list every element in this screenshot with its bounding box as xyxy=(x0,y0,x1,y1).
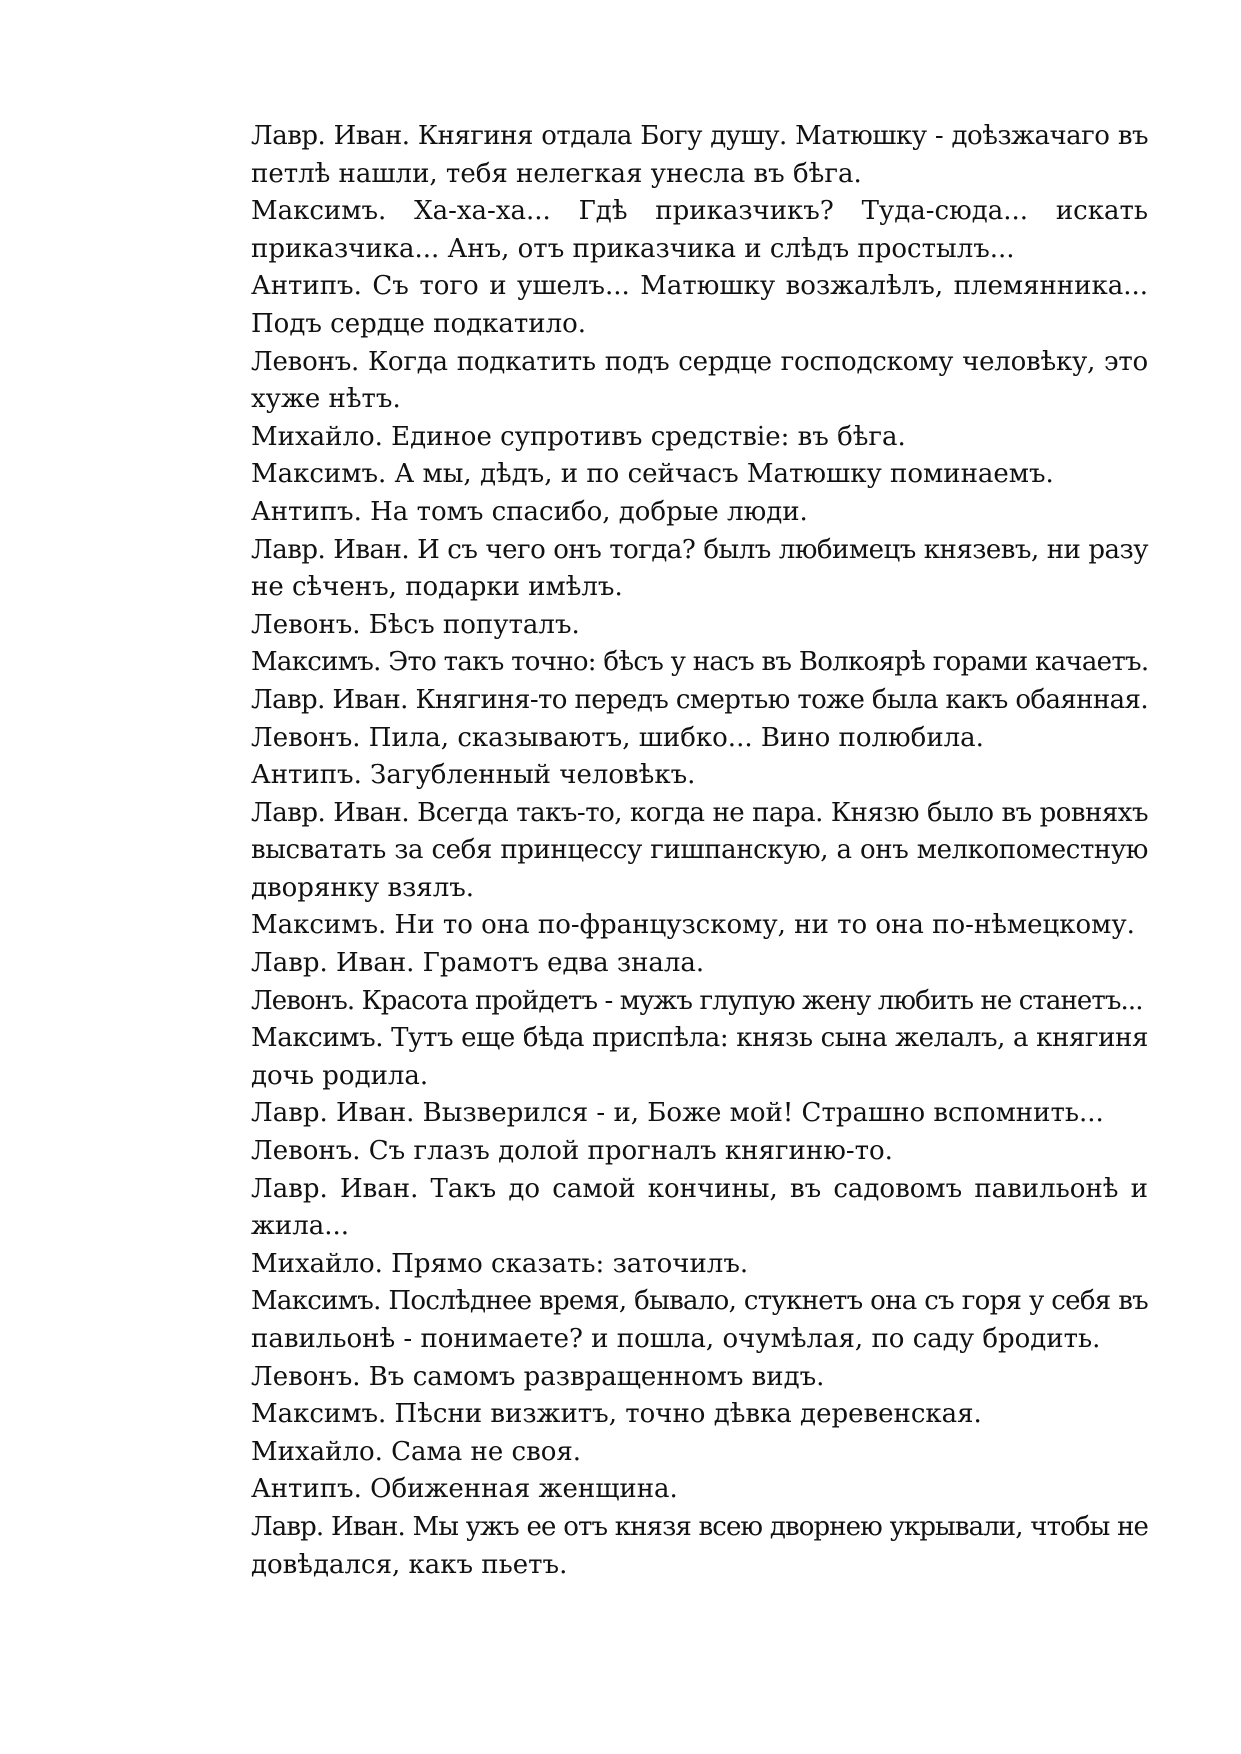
text-line: Лавр. Иван. Грамотъ едва знала. xyxy=(251,948,705,979)
text-line: Антипъ. На томъ спасибо, добрые люди. xyxy=(251,496,808,527)
text-line: Максимъ. Ха-ха-ха... Гдѣ приказчикъ? Туда-сюда... искать xyxy=(251,196,1148,227)
text-line: Лавр. Иван. Княгиня отдала Богу душу. Матюшку - доѣзжачаго въ xyxy=(251,121,1148,151)
text-line: петлѣ нашли, тебя нелегкая унесла въ бѣга. xyxy=(251,158,862,189)
text-line: Левонъ. Когда подкатить подъ сердце господскому человѣку, это xyxy=(251,346,1148,377)
text-line: хуже нѣтъ. xyxy=(251,384,401,415)
text-line: дочь родила. xyxy=(251,1060,429,1091)
text-line: не сѣченъ, подарки имѣлъ. xyxy=(251,572,623,603)
text-line: Лавр. Иван. И съ чего онъ тогда? былъ любимецъ князевъ, ни разу xyxy=(251,534,1148,565)
text-line: Левонъ. Бѣсъ попуталъ. xyxy=(251,609,580,640)
text-line: Максимъ. Пѣсни визжитъ, точно дѣвка деревенская. xyxy=(251,1399,982,1430)
dialogue-text xyxy=(251,118,1148,1584)
text-line: Антипъ. Загубленный человѣкъ. xyxy=(251,760,696,791)
text-line: Левонъ. Пила, сказываютъ, шибко... Вино полюбила. xyxy=(251,722,984,753)
text-line: Лавр. Иван. Мы ужъ ее отъ князя всею дворнею укрывали, чтобы не xyxy=(251,1511,1148,1542)
text-line: Левонъ. Въ самомъ развращенномъ видъ. xyxy=(251,1361,825,1392)
text-line: Антипъ. Обиженная женщина. xyxy=(251,1474,678,1505)
text-line: Максимъ. Это такъ точно: бѣсъ у насъ въ Волкоярѣ горами качаетъ. xyxy=(251,647,1149,678)
text-line: Михайло. Единое супротивъ средствіе: въ бѣга. xyxy=(251,421,906,452)
text-line: высватать за себя принцессу гишпанскую, а онъ мелкопоместную xyxy=(251,835,1148,866)
text-line: Михайло. Сама не своя. xyxy=(251,1436,582,1467)
text-line: Подъ сердце подкатило. xyxy=(251,308,587,339)
text-line: Левонъ. Съ глазъ долой прогналъ княгиню-то. xyxy=(251,1136,893,1167)
text-line: дворянку взялъ. xyxy=(251,872,475,903)
text-line: Михайло. Прямо сказать: заточилъ. xyxy=(251,1248,749,1279)
text-line: довѣдался, какъ пьетъ. xyxy=(251,1549,568,1580)
text-line: Лавр. Иван. Всегда такъ-то, когда не пара. Князю было въ ровняхъ xyxy=(251,797,1148,828)
text-line: Лавр. Иван. Такъ до самой кончины, въ садовомъ павильонѣ и xyxy=(251,1173,1148,1204)
text-line: Максимъ. А мы, дѣдъ, и по сейчасъ Матюшку поминаемъ. xyxy=(251,459,1054,490)
text-line: Лавр. Иван. Княгиня-то передъ смертью тоже была какъ обаянная. xyxy=(251,684,1148,715)
text-line: Антипъ. Съ того и ушелъ... Матюшку возжалѣлъ, племянника... xyxy=(251,271,1148,302)
text-line: Максимъ. Ни то она по-французскому, ни то она по-нѣмецкому. xyxy=(251,910,1135,941)
text-line: Максимъ. Послѣднее время, бывало, стукнетъ она съ горя у себя въ xyxy=(251,1286,1148,1317)
text-line: павильонѣ - понимаете? и пошла, очумѣлая, по саду бродить. xyxy=(251,1324,1101,1354)
text-line: Лавр. Иван. Вызверился - и, Боже мой! Страшно вспомнить... xyxy=(251,1098,1104,1129)
text-line: Левонъ. Красота пройдетъ - мужъ глупую жену любить не станетъ... xyxy=(251,985,1143,1016)
text-line: приказчика... Анъ, отъ приказчика и слѣдъ простылъ... xyxy=(251,233,1015,264)
text-line: Максимъ. Тутъ еще бѣда приспѣла: князь сына желалъ, а княгиня xyxy=(251,1023,1148,1054)
text-line: жила... xyxy=(251,1211,350,1242)
